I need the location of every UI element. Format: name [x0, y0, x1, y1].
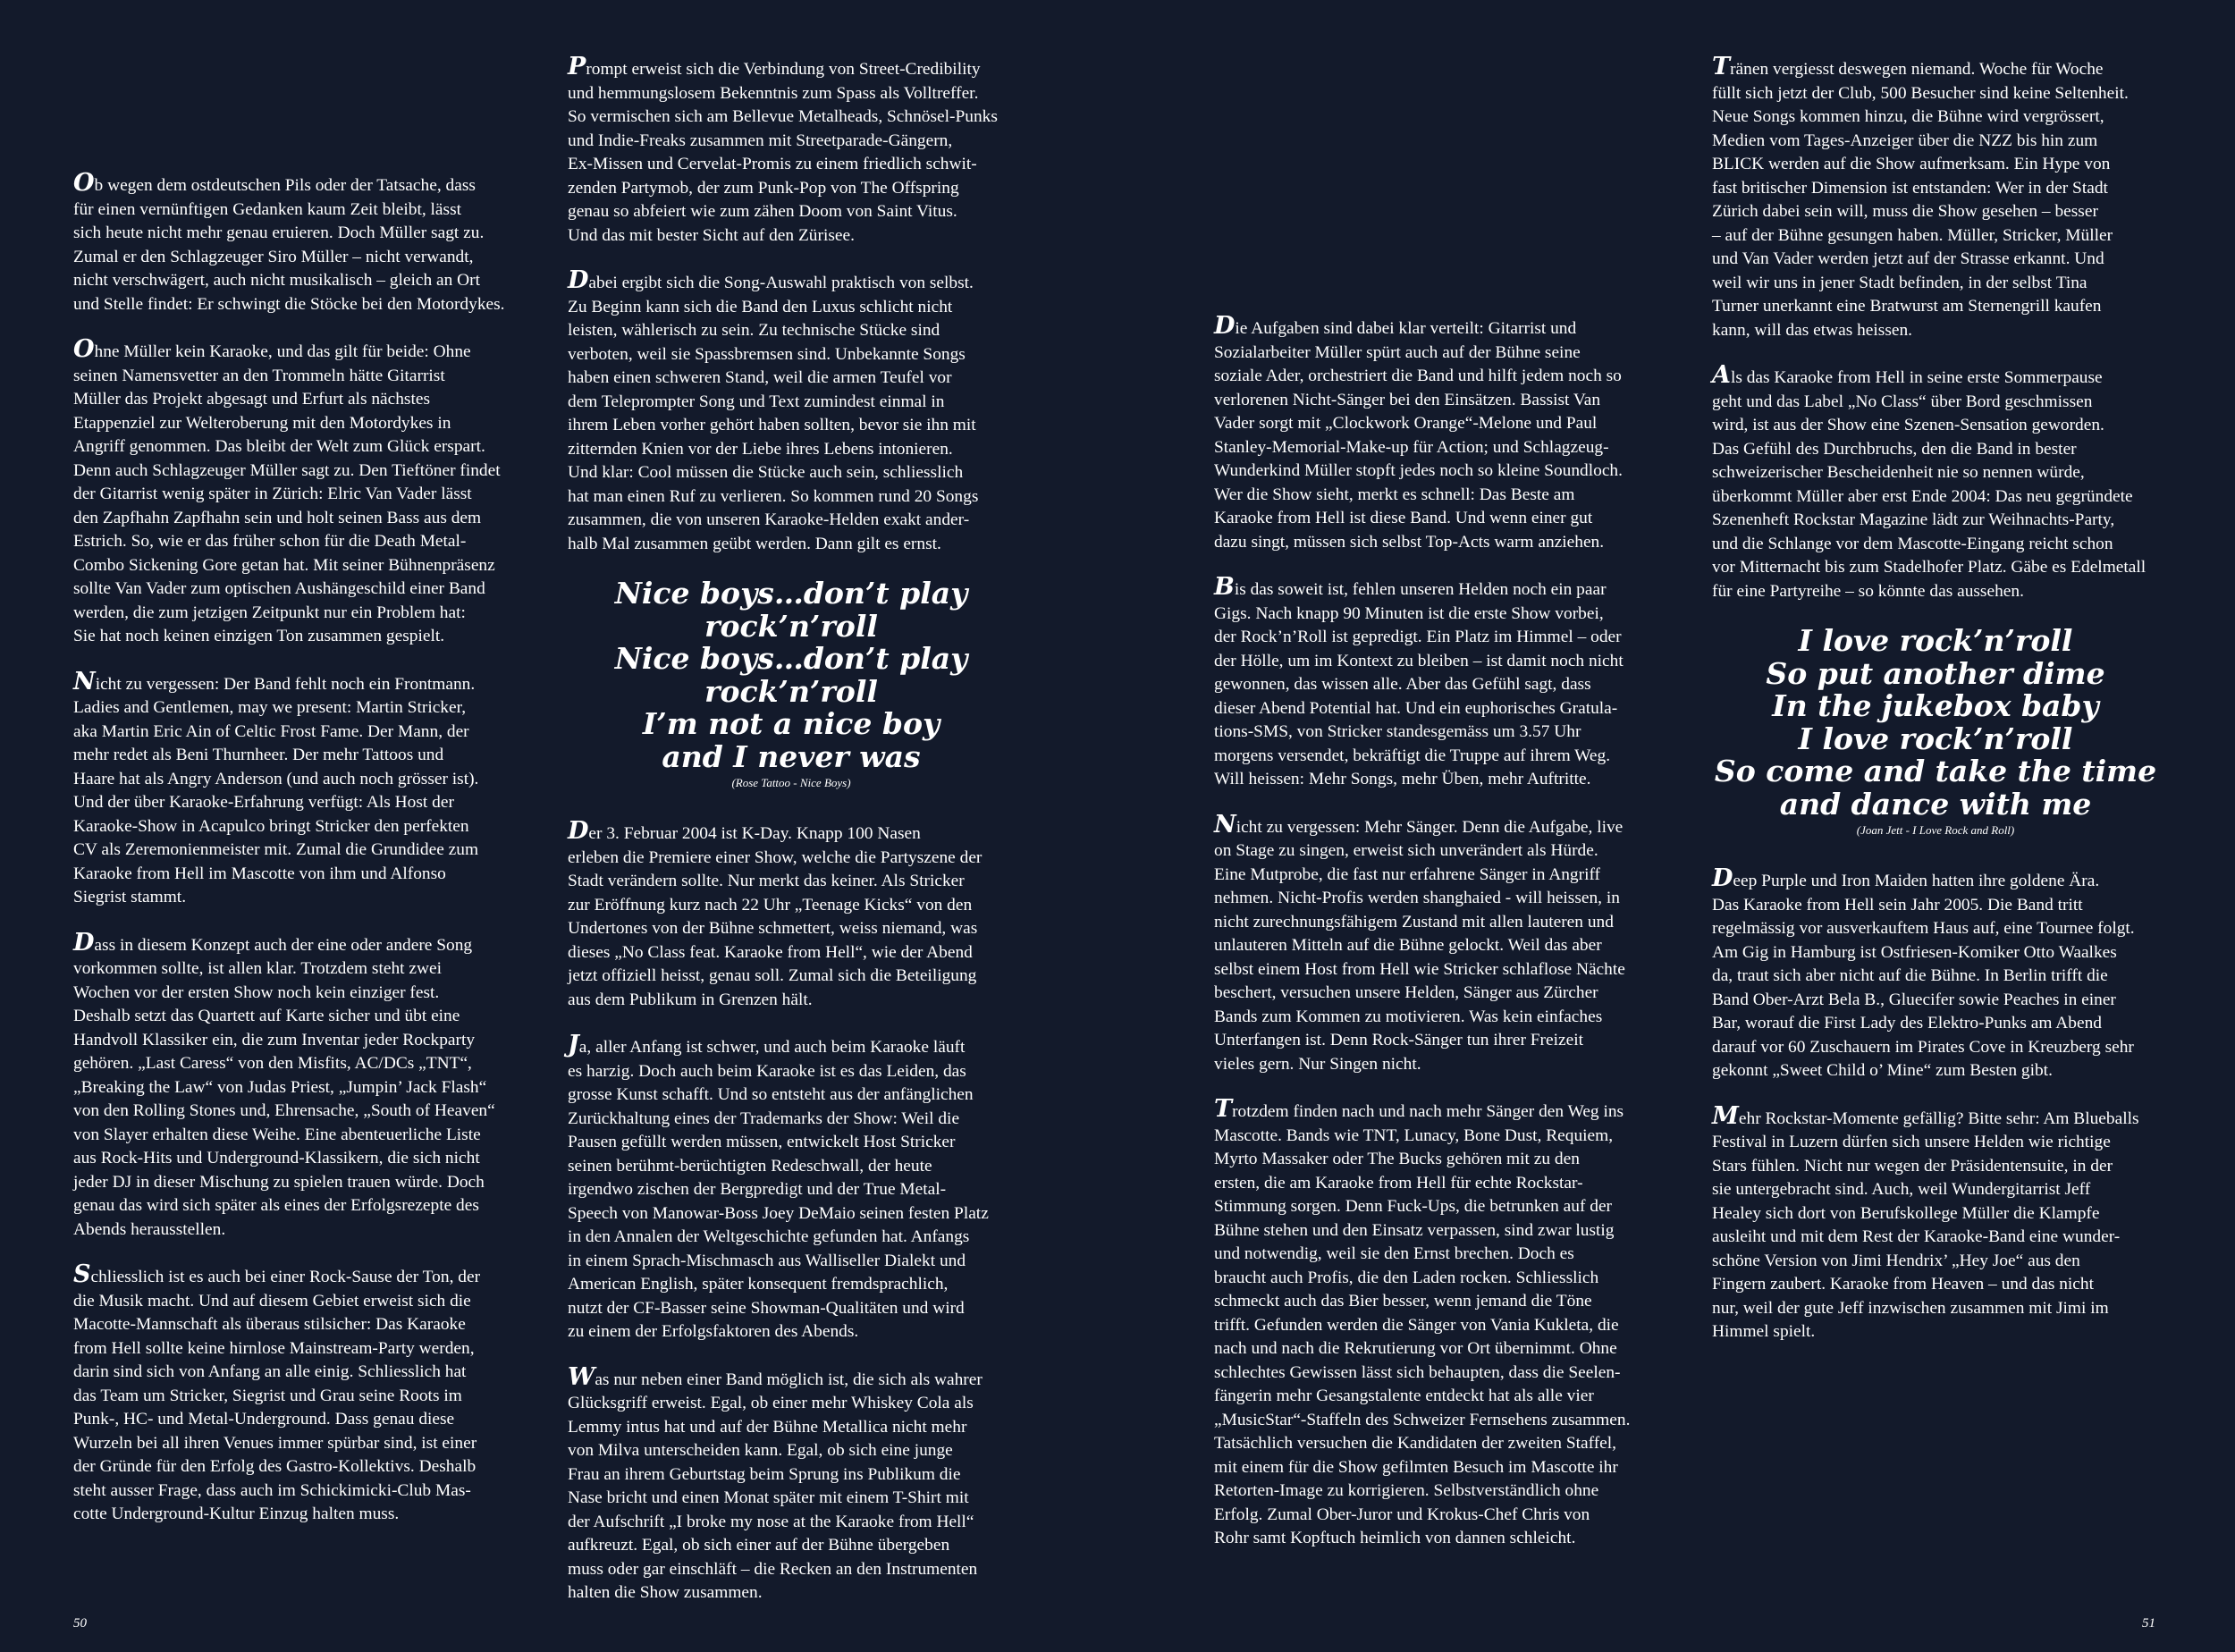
paragraph-text: icht zu vergessen: Der Band fehlt noch ein Frontmann. Ladies and Gentlemen, may we present: Martin Stricker, aka Martin Eric Ain of Celtic Frost Fame. Der Mann, der mehr redet als Beni Thurnheer. Der mehr Tattoos und Haare hat als Angry Anderson (und auch noch grösser ist). Und der über Karaoke-Erfahrung verfügt: Als Host der Karaoke-Show in Acapulco bringt Stricker den perfekten CV als Zeremonienmeister mit. Zumal die Grundidee zum Karaoke from Hell im Mascotte von ihm und Alfonso Siegrist stammt. [73, 674, 479, 906]
drop-cap-initial: P [568, 53, 586, 80]
paragraph-text: ränen vergiesst deswegen niemand. Woche für Woche füllt sich jetzt der Club, 500 Besucher sind keine Seltenheit. Neue Songs kommen hinzu, die Bühne wird vergrössert, Medien vom Tages-Anzeiger über die NZZ bis hin zum BLICK werden auf die Show aufmerksam. Ein Hype von fast britischer Dimension ist entstanden: Wer in der Stadt Zürich dabei sein will, muss die Show gesehen – besser – auf der Bühne gesungen haben. Müller, Stricker, Müller und Van Vader werden jetzt auf der Strasse erkannt. Und weil wir uns in jener Stadt befinden, in der selbst Tina Turner unerkannt eine Bratwurst am Sternengrill kaufen kann, will das etwas heissen. [1712, 60, 2129, 340]
drop-cap-initial: S [73, 1260, 91, 1288]
article-paragraph [568, 55, 1015, 248]
article-paragraph [1712, 1101, 2159, 1344]
text-column-3 [1214, 312, 1661, 1572]
text-column-1 [73, 169, 520, 1548]
paragraph-text: abei ergibt sich die Song-Auswahl praktisch von selbst. Zu Beginn kann sich die Band den Luxus schlicht nicht leisten, wählerisch zu sein. Zu technische Stücke sind verboten, weil sie Spassbremsen sind. Unbekannte Songs haben einen schweren Stand, weil die armen Teufel vor dem Teleprompter Song und Text zumindest einmal in ihrem Leben vorher gehört haben sollten, bevor sie ihn mit zitternden Knien vor der Liebe ihres Lebens intonieren. Und klar: Cool müssen die Stücke auch sein, schliesslich hat man einen Ruf zu verlieren. So kommen rund 20 Songs zusammen, die von unseren Karaoke-Helden exakt ander- halb Mal zusammen geübt werden. Dann gilt es ernst. [568, 274, 979, 553]
drop-cap-initial: N [73, 667, 96, 695]
paragraph-text: eep Purple und Iron Maiden hatten ihre goldene Ära. Das Karaoke from Hell sein Jahr 2005. Die Band tritt regelmässig vor ausverkauftem Haus auf, eine Tournee folgt. Am Gig in Hamburg ist Ostfriesen-Komiker Otto Waalkes da, traut sich aber nicht auf die Bühne. In Berlin trifft die Band Ober-Arzt Bela B., Gluecifer sowie Peaches in einer Bar, worauf die First Lady des Elektro-Punks am Abend darauf vor 60 Zuschauern im Pirates Cove in Kreuzberg sehr gekonnt „Sweet Child o’ Mine“ zum Besten gibt. [1712, 872, 2135, 1080]
paragraph-text: rotzdem finden nach und nach mehr Sänger den Weg ins Mascotte. Bands wie TNT, Lunacy, Bone Dust, Requiem, Myrto Massaker oder The Bucks gehören mit zu den ersten, die am Karaoke from Hell für echte Rockstar- Stimmung sorgen. Denn Fuck-Ups, die betrunken auf der Bühne stehen und den Einsatz verpassen, sind zwar lustig und notwendig, weil sie den Ernst brechen. Doch es braucht auch Profis, die den Laden rocken. Schliesslich schmeckt auch das Bier besser, wenn jemand die Töne trifft. Gefunden werden die Sänger von Vania Kukleta, die nach und nach die Rekrutierung vor Ort übernimmt. Ohne schlechtes Gewissen lässt sich behaupten, dass die Seelen- fängerin mehr Gesangstalente entdeckt hat als alle vier „MusicStar“-Staffeln des Schweizer Fernsehens zusammen. Tatsächlich versuchen die Kandidaten der zweiten Staffel, mit einem für die Show gefilmten Besuch im Mascotte ihr Retorten-Image zu korrigieren. Selbstverständlich ohne Erfolg. Zumal Ober-Juror und Krokus-Chef Chris von Rohr samt Kopftuch heimlich von dannen schleicht. [1214, 1102, 1631, 1547]
article-paragraph [1214, 312, 1661, 554]
paragraph-text: as nur neben einer Band möglich ist, die sich als wahrer Glücksgriff erweist. Egal, ob einer mehr Whiskey Cola als Lemmy intus hat und auf der Bühne Metallica nicht mehr von Milva unterscheiden kann. Egal, ob sich eine junge Frau an ihrem Geburtstag beim Sprung ins Publikum die Nase bricht und einen Monat später mit einem T-Shirt mit der Aufschrift „I broke my nose at the Karaoke from Hell“ aufkreuzt. Egal, ob sich einer auf der Bühne übergeben muss oder gar einschläft – die Recken an den Instrumenten halten die Show zusammen. [568, 1370, 983, 1602]
page-number-left: 50 [73, 1616, 87, 1631]
drop-cap-initial: D [1214, 312, 1236, 340]
paragraph-text: a, aller Anfang ist schwer, und auch beim Karaoke läuft es harzig. Doch auch beim Karaoke ist es das Leiden, das grosse Kunst schafft. Und so entsteht aus der anfänglichen Zurückhaltung eines der Trademarks der Show: Weil die Pausen gefüllt werden müssen, entwickelt Host Stricker seinen berühmt-berüchtigten Redeschwall, der heute irgendwo zischen der Bergpredigt und der True Metal- Speech von Manowar-Boss Joey DeMaio seinen festen Platz in den Annalen der Weltgeschichte gefunden hat. Anfangs in einem Sprach-Mischmasch aus Walliseller Dialekt und American English, später konsequent fremdsprachlich, nutzt der CF-Basser seine Showman-Qualitäten und wird zu einem der Erfolgsfaktoren des Abends. [568, 1038, 989, 1341]
paragraph-text: b wegen dem ostdeutschen Pils oder der Tatsache, dass für einen vernünftigen Gedanken kaum Zeit bleibt, lässt sich heute nicht mehr genau eruieren. Doch Müller sagt zu. Zumal er den Schlagzeuger Siro Müller – nicht verwandt, nicht verschwägert, auch nicht musikalisch – gleich an Ort und Stelle findet: Er schwingt die Stöcke bei den Motordykes. [73, 176, 505, 314]
lyrics-credit: (Joan Jett - I Love Rock and Roll) [1856, 823, 2015, 837]
article-paragraph [568, 817, 1015, 1012]
article-paragraph [1214, 573, 1661, 792]
drop-cap-initial: T [1712, 53, 1731, 80]
paragraph-text: rompt erweist sich die Verbindung von Street-Credibility und hemmungslosem Bekenntnis zum Spass als Volltreffer. So vermischen sich am Bellevue Metalheads, Schnösel-Punks und Indie-Freaks zusammen mit Streetparade-Gängern, Ex-Missen und Cervelat-Promis zu einem friedlich schwit- zenden Partymob, der zum Punk-Pop von The Offspring genau so abfeiert wie zum zähen Doom von Saint Vitus. Und das mit bester Sicht auf den Zürisee. [568, 60, 998, 245]
lyrics-pull-quote [568, 577, 1015, 791]
drop-cap-initial: O [73, 335, 95, 363]
drop-cap-initial: B [1214, 573, 1235, 601]
drop-cap-initial: A [1712, 361, 1731, 389]
lyrics-text: I love rock’n’roll So put another dime In the jukebox baby I love rock’n’roll So come and take the time and dance with me [1714, 623, 2157, 822]
article-paragraph [1712, 864, 2159, 1083]
article-paragraph [1214, 1095, 1661, 1551]
lyrics-pull-quote [1712, 625, 2159, 839]
text-column-4 [1712, 55, 2159, 1366]
paragraph-text: ie Aufgaben sind dabei klar verteilt: Gitarrist und Sozialarbeiter Müller spürt auch auf der Bühne seine soziale Ader, orchestriert die Band und hilft jedem noch so verlorenen Nicht-Sänger bei den Einsätzen. Bassist Van Vader sorgt mit „Clockwork Orange“-Melone und Paul Stanley-Memorial-Make-up für Action; und Schlagzeug- Wunderkind Müller stopft jedes noch so kleine Soundloch. Wer die Show sieht, merkt es schnell: Das Beste am Karaoke from Hell ist diese Band. Und wenn einer gut dazu singt, müssen sich selbst Top-Acts warm anziehen. [1214, 319, 1623, 552]
drop-cap-initial: D [568, 817, 589, 845]
article-paragraph [73, 928, 520, 1243]
article-paragraph [73, 335, 520, 649]
article-paragraph [73, 1260, 520, 1527]
article-paragraph [73, 169, 520, 316]
article-paragraph [1712, 55, 2159, 342]
drop-cap-initial: D [568, 266, 589, 294]
drop-cap-initial: W [568, 1362, 595, 1391]
drop-cap-initial: O [73, 169, 95, 197]
drop-cap-initial: T [1214, 1095, 1233, 1123]
drop-cap-initial: D [73, 928, 95, 957]
drop-cap-initial: D [1712, 864, 1733, 892]
page-number-right: 51 [2142, 1616, 2155, 1631]
article-paragraph [568, 1033, 1015, 1344]
article-paragraph [568, 266, 1015, 556]
lyrics-credit: (Rose Tattoo - Nice Boys) [731, 776, 851, 789]
article-paragraph [1712, 361, 2159, 603]
paragraph-text: ls das Karaoke from Hell in seine erste Sommerpause geht und das Label „No Class“ über Bord geschmissen wird, ist aus der Show eine Szenen-Sensation geworden. Das Gefühl des Durchbruchs, den die Band in bester schweizerischer Bescheidenheit nie so nennen würde, überkommt Müller aber erst Ende 2004: Das neu gegründete Szenenheft Rockstar Magazine lädt zur Weihnachts-Party, und die Schlange vor dem Mascotte-Eingang reicht schon vor Mitternacht bis zum Stadelhofer Platz. Gäbe es Edelmetall für eine Partyreihe – so könnte das aussehen. [1712, 368, 2146, 601]
text-column-2 [568, 55, 1015, 1627]
drop-cap-initial: N [1214, 810, 1236, 839]
paragraph-text: is das soweit ist, fehlen unseren Helden noch ein paar Gigs. Nach knapp 90 Minuten ist die erste Show vorbei, der Rock’n’Roll ist gepredigt. Ein Platz im Himmel – oder der Hölle, um im Kontext zu bleiben – ist damit noch nicht gewonnen, das wissen alle. Aber das Gefühl sagt, dass dieser Abend Potential hat. Und ein euphorisches Gratula- tions-SMS, von Stricker standesgemäss um 3.57 Uhr morgens versendet, bekräftigt die Truppe auf ihrem Weg. Will heissen: Mehr Songs, mehr Üben, mehr Auftritte. [1214, 580, 1624, 788]
article-paragraph [73, 667, 520, 910]
lyrics-text: Nice boys…don’t play rock’n’roll Nice boys…don’t play rock’n’roll I’m not a nice boy and I never was [614, 576, 968, 774]
drop-cap-initial: M [1712, 1101, 1739, 1130]
paragraph-text: hne Müller kein Karaoke, und das gilt für beide: Ohne seinen Namensvetter an den Trommeln hätte Gitarrist Müller das Projekt abgesagt und Erfurt als nächstes Etappenziel zur Welteroberung mit den Motordykes in Angriff genommen. Das bleibt der Welt zum Glück erspart. Denn auch Schlagzeuger Müller sagt zu. Den Tieftöner findet der Gitarrist wenig später in Zürich: Elric Van Vader lässt den Zapfhahn Zapfhahn sein und holt seinen Bass aus dem Estrich. So, wie er das früher schon für die Death Metal- Combo Sickening Gore getan hat. Mit seiner Bühnenpräsenz sollte Van Vader zum optischen Aushängeschild einer Band werden, die zum jetzigen Zeitpunkt nur ein Problem hat: Sie hat noch keinen einzigen Ton zusammen gespielt. [73, 342, 501, 645]
drop-cap-initial: J [568, 1031, 579, 1058]
article-paragraph [1214, 810, 1661, 1077]
paragraph-text: ehr Rockstar-Momente gefällig? Bitte sehr: Am Blueballs Festival in Luzern dürfen sich unsere Helden wie richtige Stars fühlen. Nicht nur wegen der Präsidentensuite, in der sie untergebracht sind. Auch, weil Wundergitarrist Jeff Healey sich dort von Berufskollege Müller die Klampfe ausleiht und mit dem Rest der Karaoke-Band eine wunder- schöne Version von Jimi Hendrix’ „Hey Joe“ aus den Fingern zaubert. Karaoke from Heaven – und das nicht nur, weil der gute Jeff inzwischen zusammen mit Jimi im Himmel spielt. [1712, 1108, 2139, 1341]
paragraph-text: ass in diesem Konzept auch der eine oder andere Song vorkommen sollte, ist allen klar. Trotzdem steht zwei Wochen vor der ersten Show noch kein einziger fest. Deshalb setzt das Quartett auf Karte sicher und übt eine Handvoll Klassiker ein, die zum Inventar jeder Rockparty gehören. „Last Caress“ von den Misfits, AC/DCs „TNT“, „Breaking the Law“ von Judas Priest, „Jumpin’ Jack Flash“ von den Rolling Stones und, Ehrensache, „South of Heaven“ von Slayer erhalten diese Weihe. Eine abenteuerliche Liste aus Rock-Hits und Underground-Klassikern, die sich nicht jeder DJ in dieser Mischung zu spielen trauen würde. Doch genau das wird sich später als eines der Erfolgsrezepte des Abends herausstellen. [73, 935, 495, 1239]
paragraph-text: er 3. Februar 2004 ist K-Day. Knapp 100 Nasen erleben die Premiere einer Show, welche die Partyszene der Stadt verändern sollte. Nur merkt das keiner. Als Stricker zur Eröffnung kurz nach 22 Uhr „Teenage Kicks“ von den Undertones von der Bühne schmettert, weiss niemand, was dieses „No Class feat. Karaoke from Hell“, wie der Abend jetzt offiziell heisst, genau soll. Zumal sich die Beteiligung aus dem Publikum in Grenzen hält. [568, 824, 983, 1009]
paragraph-text: icht zu vergessen: Mehr Sänger. Denn die Aufgabe, live on Stage zu singen, erweist sich unverändert als Hürde. Eine Mutprobe, die fast nur erfahrene Sänger in Angriff nehmen. Nicht-Profis werden shanghaied - will heissen, in nicht zurechnungsfähigem Zustand mit allen lauteren und unlauteren Mitteln auf die Bühne gelockt. Weil das aber selbst einem Host from Hell wie Stricker schlaflose Nächte beschert, versuchen unsere Helden, Sänger aus Zürcher Bands zum Kommen zu motivieren. Was kein einfaches Unterfangen ist. Denn Rock-Sänger tun ihrer Freizeit vieles gern. Nur Singen nicht. [1214, 817, 1625, 1074]
paragraph-text: chliesslich ist es auch bei einer Rock-Sause der Ton, der die Musik macht. Und auf diesem Gebiet erweist sich die Macotte-Mannschaft als überaus stilsicher: Das Karaoke from Hell sollte keine hirnlose Mainstream-Party werden, darin sind sich von Anfang an alle einig. Schliesslich hat das Team um Stricker, Siegrist und Grau seine Roots im Punk-, HC- und Metal-Underground. Dass genau diese Wurzeln bei all ihren Venues immer spürbar sind, ist einer der Gründe für den Erfolg des Gastro-Kollektivs. Deshalb steht ausser Frage, dass auch im Schickimicki-Club Mas- cotte Underground-Kultur Einzug halten muss. [73, 1268, 481, 1523]
article-paragraph [568, 1362, 1015, 1606]
